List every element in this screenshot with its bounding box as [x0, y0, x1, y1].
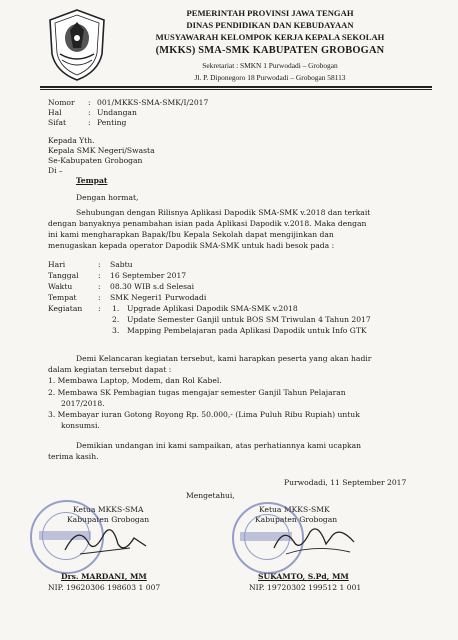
tempat-value: SMK Negeri1 Purwodadi [110, 293, 207, 302]
nomor-value: 001/MKKS-SMA-SMK/I/2017 [97, 98, 209, 107]
request-item-3-cont: konsumsi. [61, 421, 100, 430]
left-signatory-title-1: Ketua MKKS-SMA [73, 505, 144, 514]
hari-value: Sabtu [110, 260, 133, 269]
colon: : [88, 98, 91, 107]
hal-label: Hal [48, 108, 62, 117]
sifat-value: Penting [97, 118, 127, 127]
right-signatory-title-2: Kabupaten Grobogan [255, 515, 338, 524]
left-signatory-name: Drs. MARDANI, MM [61, 572, 147, 581]
request-item-2-cont: 2017/2018. [61, 399, 105, 408]
closing-line-1: Demikian undangan ini kami sampaikan, atas perhatiannya kami ucapkan [76, 441, 362, 450]
right-signatory-nip: NIP. 19720302 199512 1 001 [249, 583, 362, 592]
letterhead-secretariat: Sekretariat : SMKN 1 Purwodadi – Grobogan [202, 61, 338, 70]
activity-num: 3. [112, 326, 120, 335]
tanggal-value: 16 September 2017 [110, 271, 187, 280]
paragraph-1-line-1: Sehubungan dengan Rilisnya Aplikasi Dapodik SMA-SMK v.2018 dan terkait [76, 208, 371, 217]
hari-label: Hari [48, 260, 66, 269]
recipient-line-3: Se-Kabupaten Grobogan [48, 156, 143, 165]
tempat-label: Tempat [48, 293, 77, 302]
requests-intro-line-1: Demi Kelancaran kegiatan tersebut, kami harapkan peserta yang akan hadir [76, 354, 372, 363]
activity-item: Upgrade Aplikasi Dapodik SMA-SMK v.2018 [127, 304, 298, 313]
left-signatory-title-2: Kabupaten Grobogan [67, 515, 150, 524]
letterhead-address: Jl. P. Diponegoro 18 Purwodadi – Grobogan 58113 [194, 73, 346, 82]
right-signature-icon [270, 522, 360, 560]
tanggal-label: Tanggal [48, 271, 79, 280]
paragraph-1-line-4: menugaskan kepada operator Dapodik SMA-SMK untuk hadi besok pada : [48, 241, 335, 250]
recipient-line-1: Kepada Yth. [48, 136, 95, 145]
request-item-2: 2. Membawa SK Pembagian tugas mengajar semester Ganjil Tahun Pelajaran [48, 388, 346, 397]
letterhead-line-2: DINAS PENDIDIKAN DAN KEBUDAYAAN [186, 20, 354, 30]
letterhead-line-1: PEMERINTAH PROVINSI JAWA TENGAH [186, 8, 354, 18]
colon: : [98, 282, 101, 291]
recipient-line-4: Di – [48, 166, 63, 175]
request-item-1: 1. Membawa Laptop, Modem, dan Rol Kabel. [48, 376, 222, 385]
right-signatory-name: SUKAMTO, S.Pd, MM [258, 572, 349, 581]
letterhead-divider-thin [40, 89, 432, 90]
acknowledged-label: Mengetahui, [186, 491, 235, 500]
colon: : [98, 271, 101, 280]
waktu-value: 08.30 WIB s.d Selesai [110, 282, 195, 291]
left-signatory-nip: NIP. 19620306 198603 1 007 [48, 583, 161, 592]
letterhead-line-4: (MKKS) SMA-SMK KABUPATEN GROBOGAN [155, 45, 385, 56]
hal-value: Undangan [97, 108, 137, 117]
paragraph-1-line-2: dengan banyaknya penambahan isian pada Aplikasi Dapodik v.2018. Maka dengan [48, 219, 367, 228]
activity-item: Mapping Pembelajaran pada Aplikasi Dapodik untuk Info GTK [127, 326, 367, 335]
sifat-label: Sifat [48, 118, 67, 127]
regional-emblem-icon [46, 8, 108, 82]
recipient-line-2: Kepala SMK Negeri/Swasta [48, 146, 155, 155]
letterhead-divider [40, 86, 432, 88]
paragraph-1-line-3: ini kami mengharapkan Bapak/Ibu Kepala Sekolah dapat mengijinkan dan [48, 230, 334, 239]
colon: : [88, 118, 91, 127]
colon: : [98, 293, 101, 302]
nomor-label: Nomor [48, 98, 75, 107]
recipient-place: Tempat [76, 176, 108, 185]
kegiatan-label: Kegiatan [48, 304, 83, 313]
activity-num: 1. [112, 304, 120, 313]
closing-line-2: terima kasih. [48, 452, 99, 461]
request-item-3: 3. Membayar iuran Gotong Royong Rp. 50.000,- (Lima Puluh Ribu Rupiah) untuk [48, 410, 360, 419]
colon: : [98, 304, 101, 313]
place-date: Purwodadi, 11 September 2017 [284, 478, 407, 487]
right-signatory-title-1: Ketua MKKS-SMK [259, 505, 330, 514]
waktu-label: Waktu [48, 282, 73, 291]
requests-intro-line-2: dalam kegiatan tersebut dapat : [48, 365, 172, 374]
letterhead-line-3: MUSYAWARAH KELOMPOK KERJA KEPALA SEKOLAH [155, 32, 385, 42]
greeting: Dengan hormat, [76, 193, 139, 202]
activity-num: 2. [112, 315, 120, 324]
colon: : [88, 108, 91, 117]
activity-item: Update Semester Ganjil untuk BOS SM Triwulan 4 Tahun 2017 [127, 315, 371, 324]
left-signature-icon [60, 520, 150, 560]
colon: : [98, 260, 101, 269]
